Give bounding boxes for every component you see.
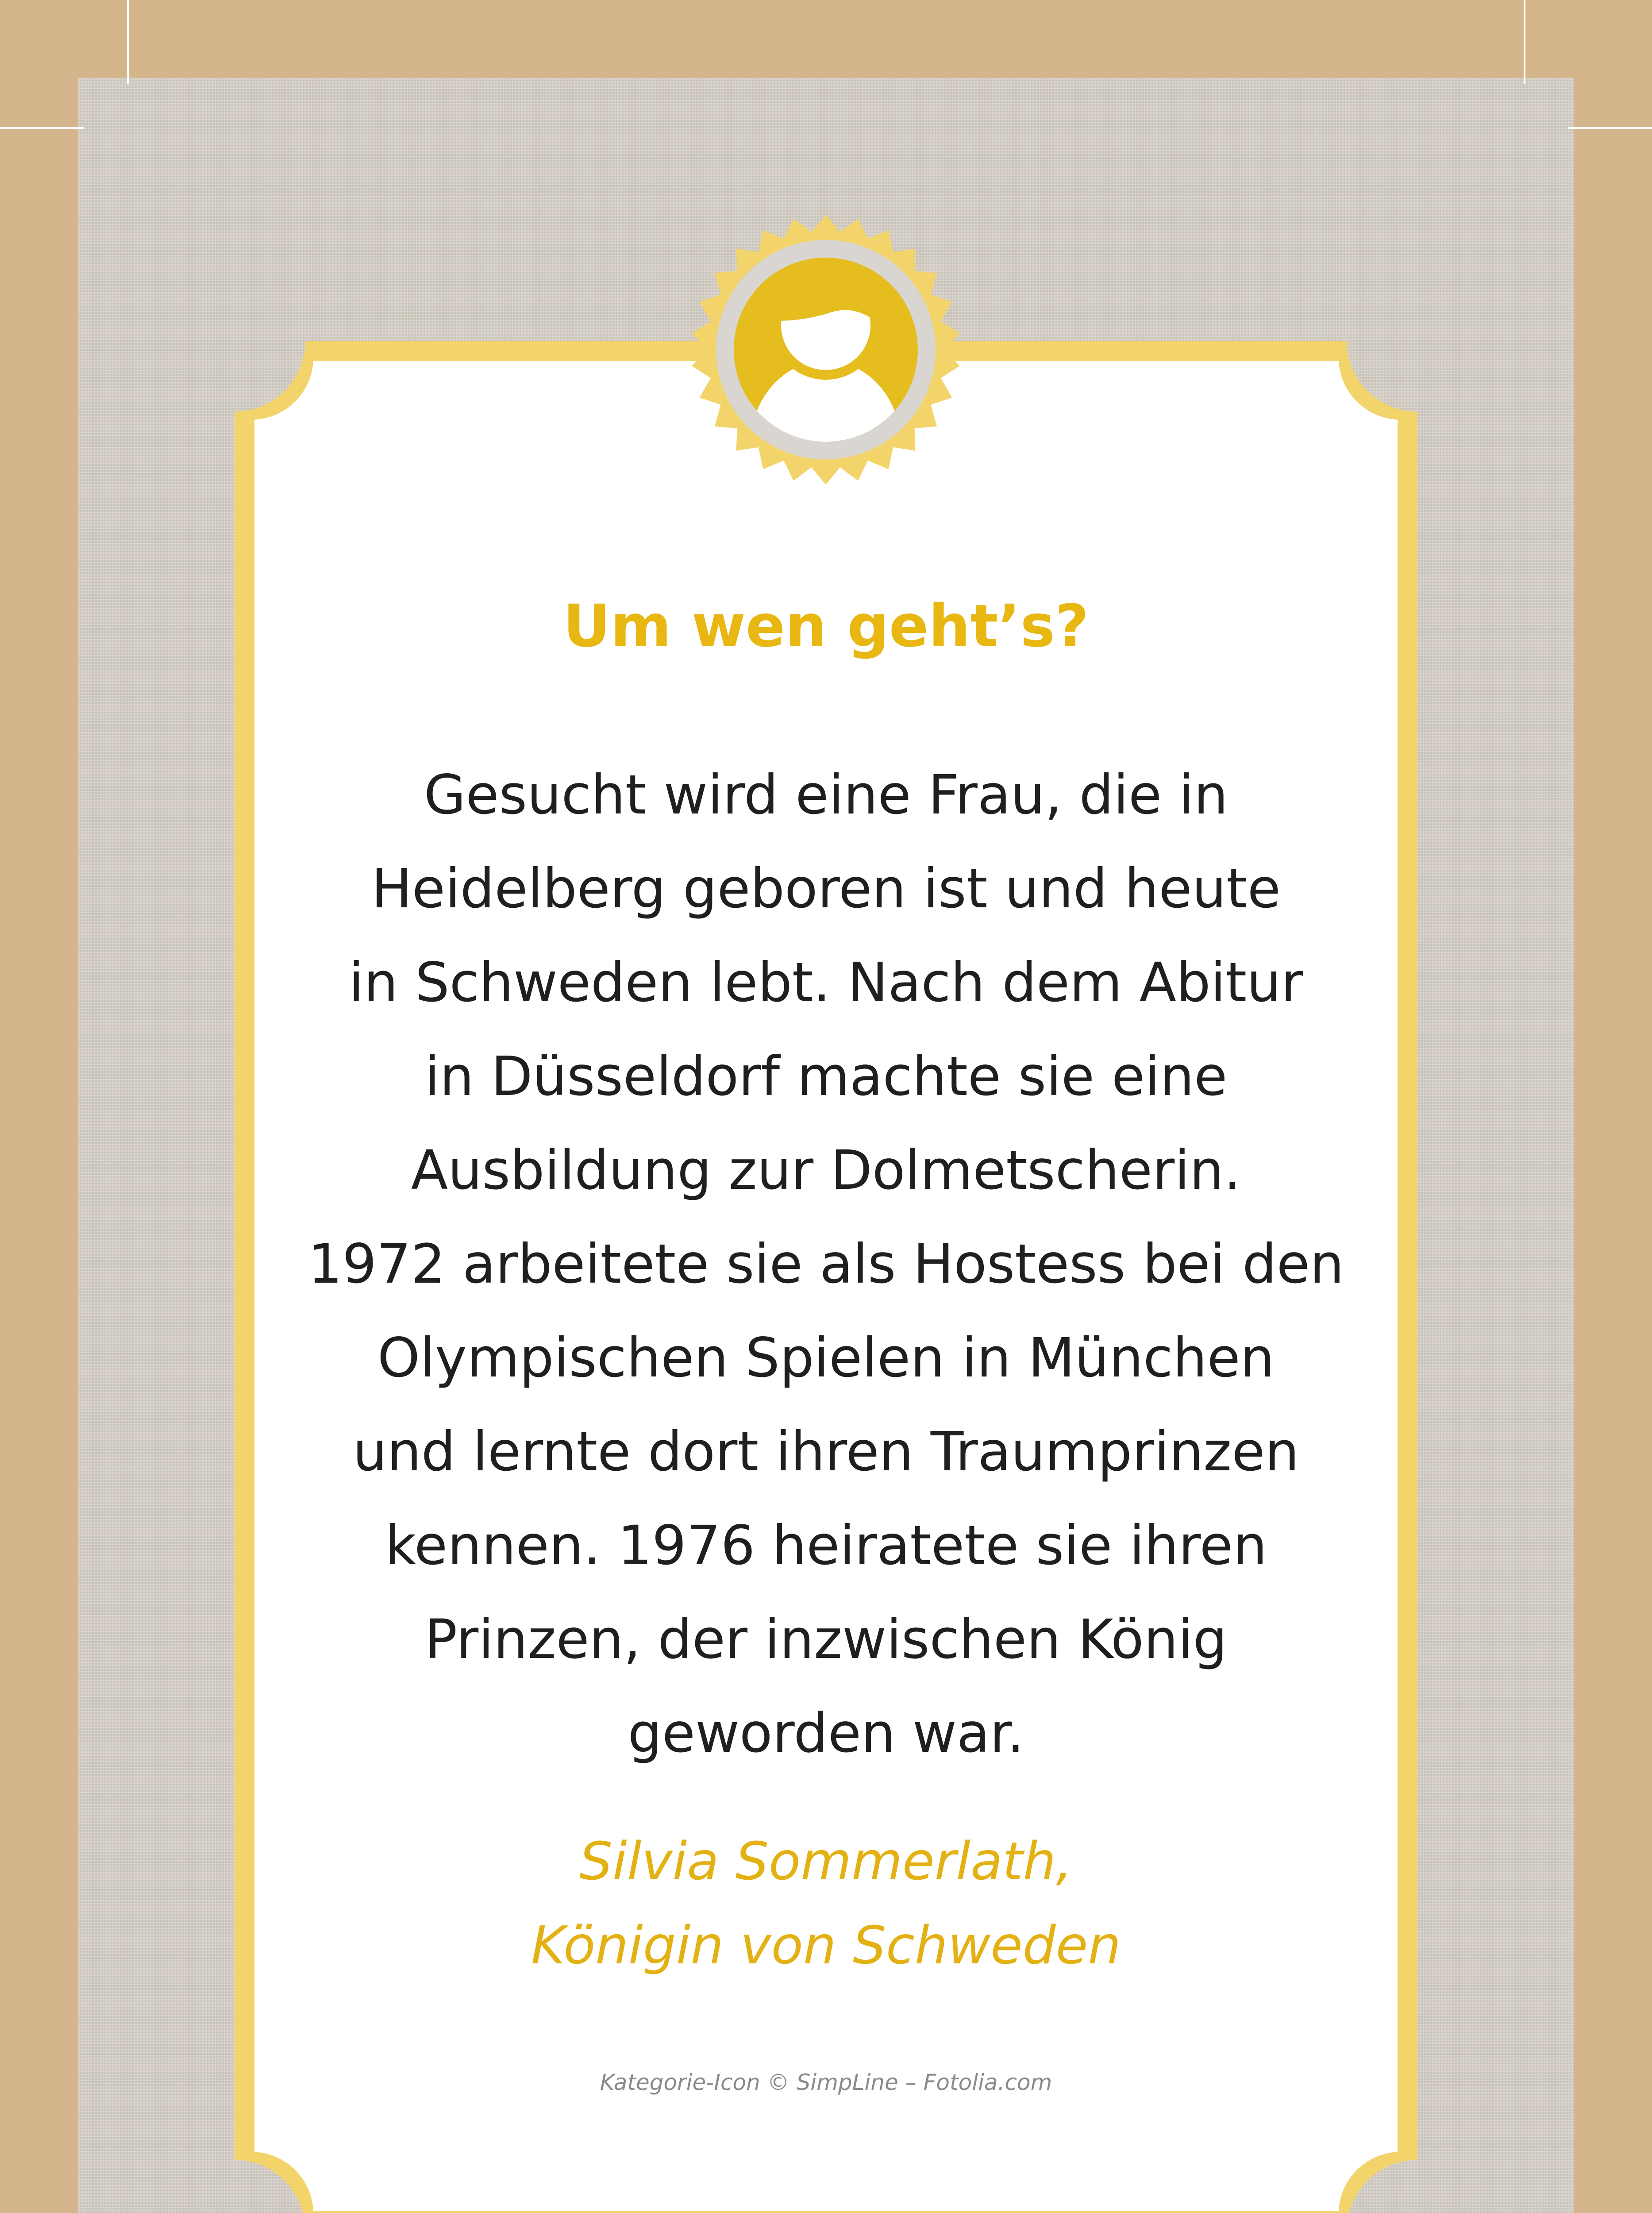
answer-text: Silvia Sommerlath, Königin von Schweden bbox=[531, 1831, 1121, 1976]
icon-credit: Kategorie-Icon © SimpLine – Fotolia.com bbox=[600, 2070, 1052, 2095]
card-heading: Um wen geht’s? bbox=[563, 592, 1089, 660]
question-text: Gesucht wird eine Frau, die in Heidelberg geboren ist und heute in Schweden lebt. Nach dem Abitur in Düsseldorf machte sie eine Ausbildung zur Dolmetscherin. 1972 arbeitete sie als Hostess bei den Olympischen Spielen in München und lernte dort ihren Traumprinzen kennen. 1976 heiratete sie ihren Prinzen, der inzwischen König geworden war. bbox=[308, 763, 1344, 1765]
